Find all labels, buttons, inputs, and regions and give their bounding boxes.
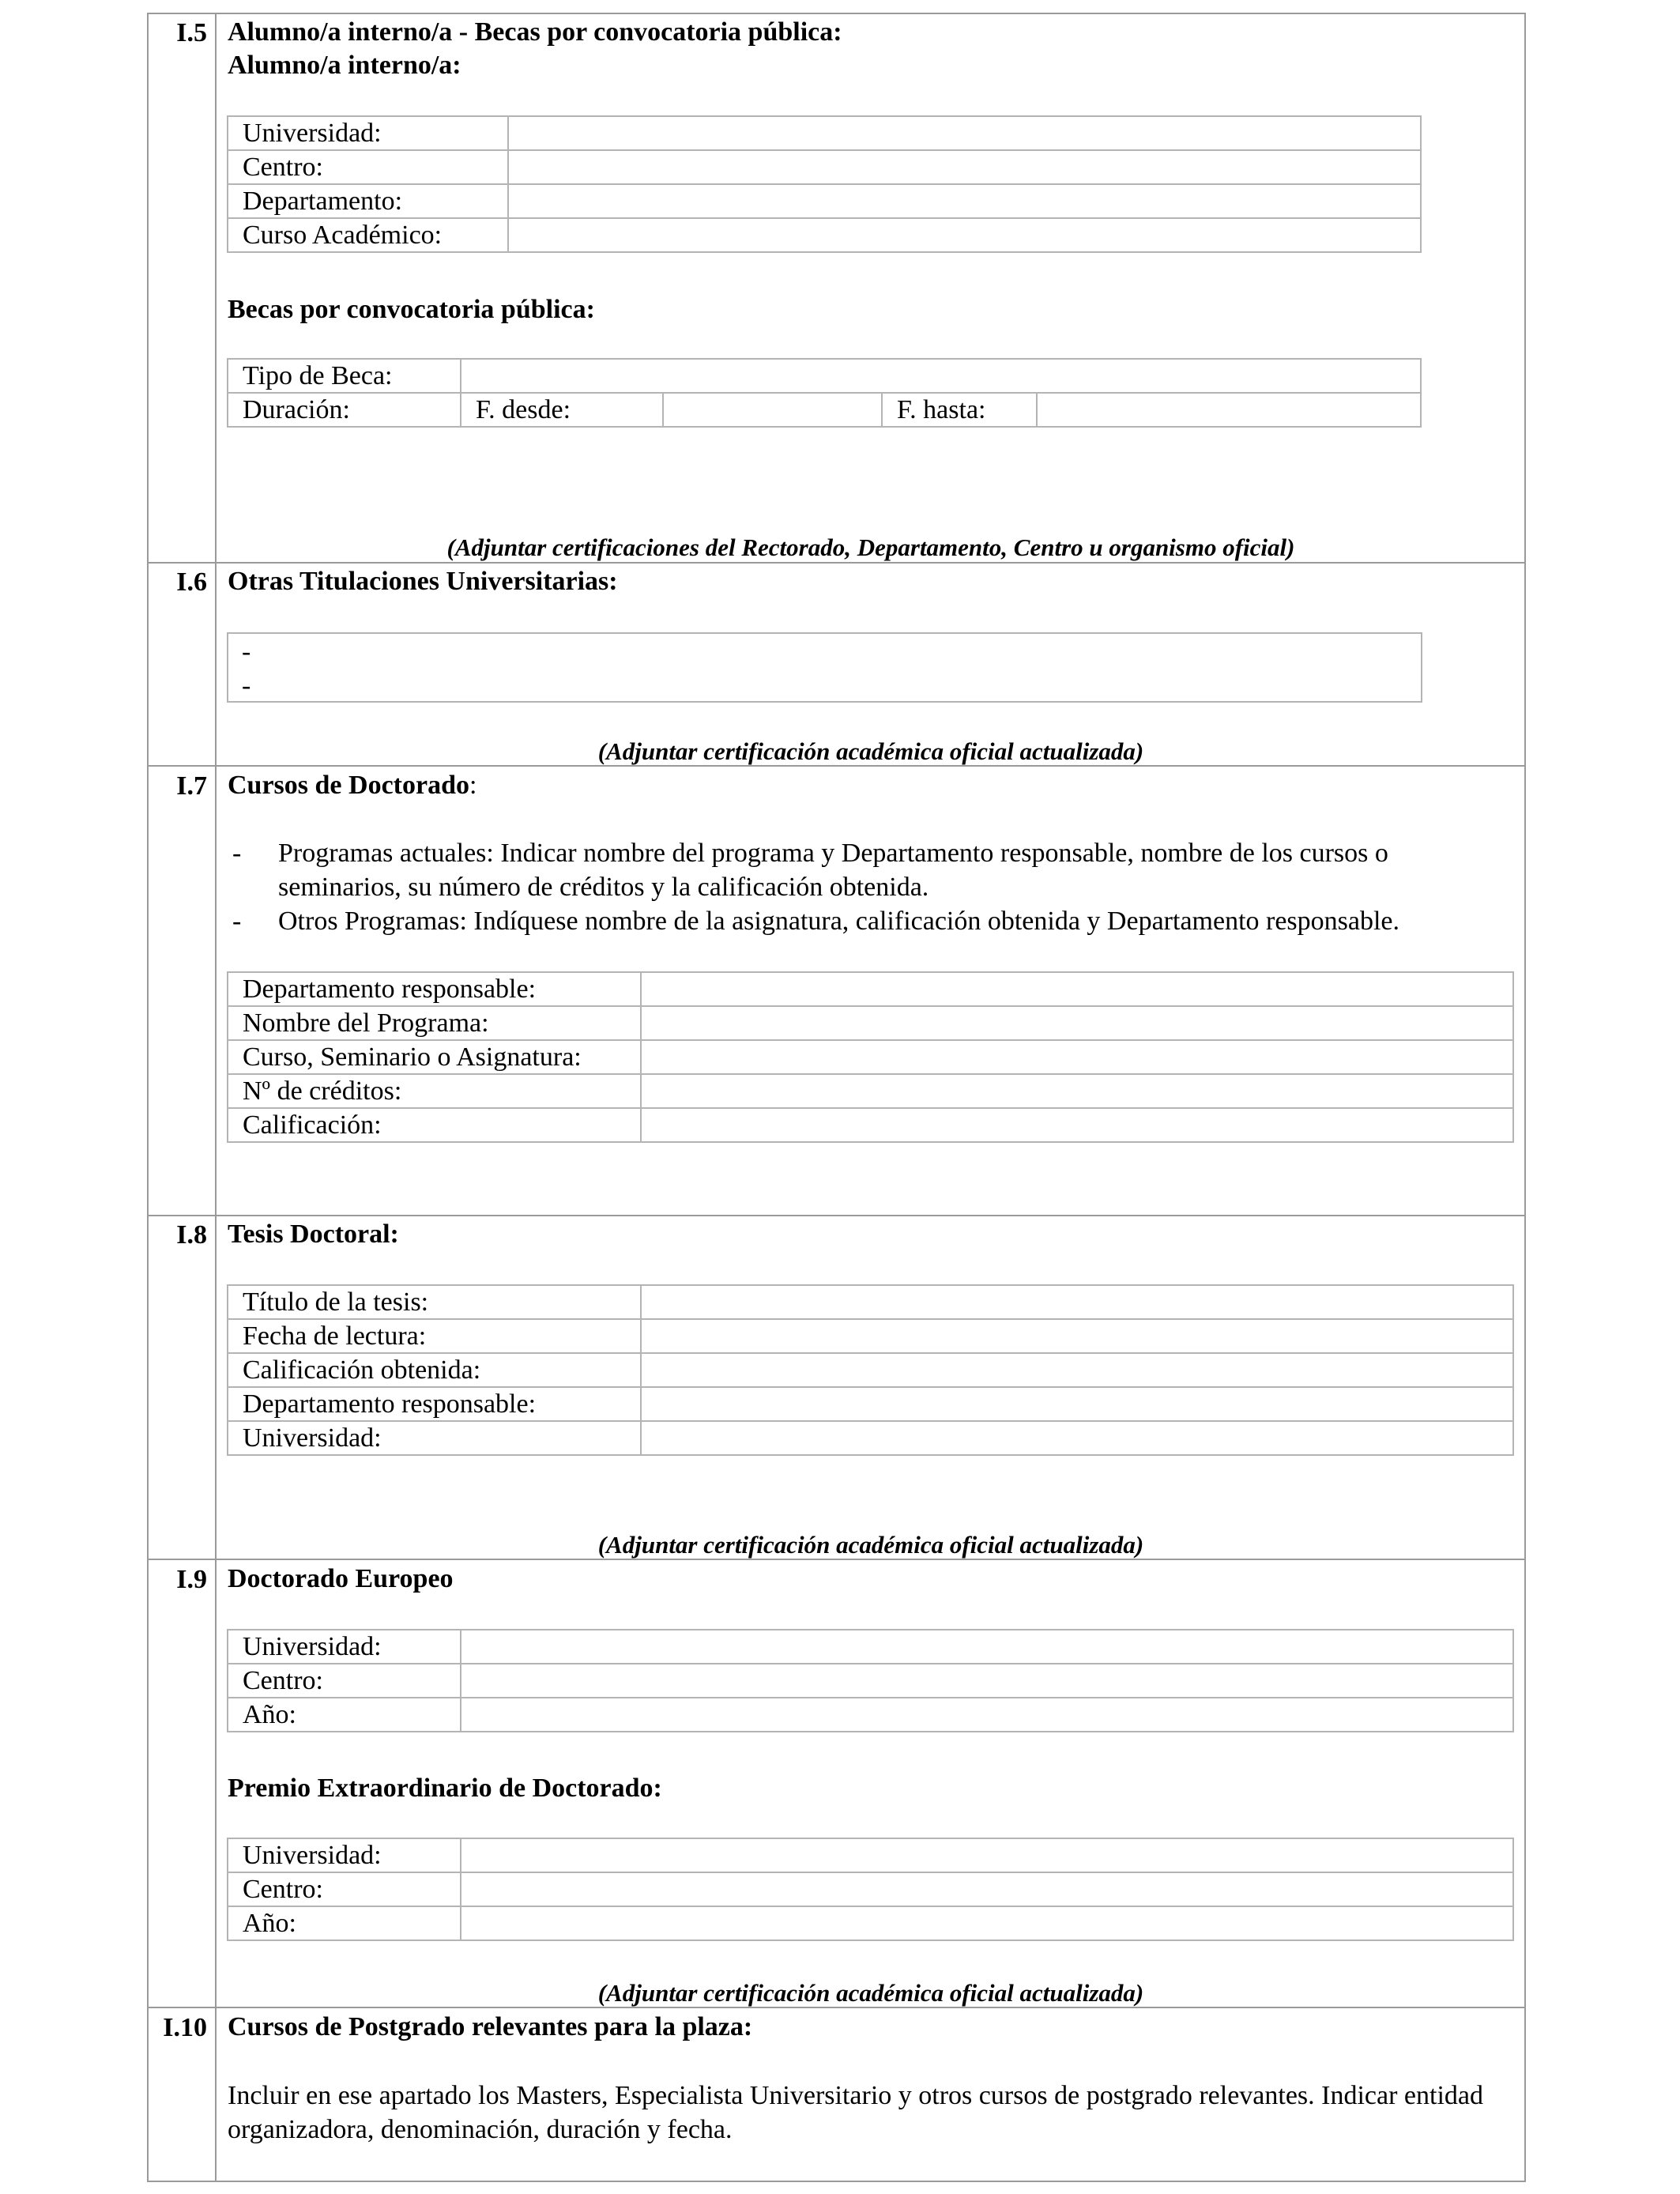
section-title-suffix: :	[469, 771, 477, 800]
field-value-cell[interactable]	[508, 116, 1421, 150]
field-label: Título de la tesis:	[228, 1285, 641, 1319]
tipo-beca-value-cell[interactable]	[461, 359, 1421, 393]
section-number: I.10	[163, 2013, 207, 2042]
field-value-cell[interactable]	[641, 972, 1513, 1006]
field-value-cell[interactable]	[641, 1040, 1513, 1074]
field-value-cell[interactable]	[641, 1074, 1513, 1108]
dash-bullet: -	[232, 839, 242, 868]
field-value-cell[interactable]	[641, 1006, 1513, 1040]
dash-bullet: -	[232, 907, 242, 936]
table-row	[228, 1387, 1513, 1421]
section-number: I.9	[176, 1565, 207, 1594]
section-title: Tesis Doctoral:	[228, 1220, 399, 1249]
field-value-cell[interactable]	[641, 1353, 1513, 1387]
table-row	[228, 1040, 1513, 1074]
table-row	[228, 1872, 1513, 1906]
field-label: Año:	[228, 1906, 461, 1940]
field-value-cell[interactable]	[641, 1387, 1513, 1421]
field-label: Tipo de Beca:	[228, 359, 461, 393]
becas-tipo-table	[227, 358, 1422, 394]
field-label: Nº de créditos:	[228, 1074, 641, 1108]
section-title: Alumno/a interno/a - Becas por convocatoria pública:	[228, 17, 842, 47]
field-label: Fecha de lectura:	[228, 1319, 641, 1353]
list-item-text: Otros Programas: Indíquese nombre de la asignatura, calificación obtenida y Departamento responsable.	[278, 907, 1400, 936]
field-label: Universidad:	[228, 1630, 461, 1664]
table-row	[228, 1074, 1513, 1108]
table-row	[228, 1630, 1513, 1664]
field-label: Curso, Seminario o Asignatura:	[228, 1040, 641, 1074]
titulaciones-box	[227, 632, 1422, 703]
doctorado-instructions	[228, 836, 1516, 938]
section-number: I.6	[176, 567, 207, 597]
field-label: Año:	[228, 1698, 461, 1732]
list-item	[228, 904, 1516, 938]
field-label: F. hasta:	[882, 393, 1037, 427]
table-row	[228, 1664, 1513, 1698]
section-number: I.5	[176, 18, 207, 47]
field-label: Centro:	[228, 150, 508, 184]
doctorado-europeo-table	[227, 1629, 1514, 1732]
cursos-doctorado-table	[227, 971, 1514, 1143]
tesis-doctoral-table	[227, 1284, 1514, 1456]
table-row	[228, 1285, 1513, 1319]
becas-title: Becas por convocatoria pública:	[228, 295, 595, 324]
field-value-cell[interactable]	[508, 150, 1421, 184]
field-value-cell[interactable]	[641, 1319, 1513, 1353]
table-row	[228, 1319, 1513, 1353]
fecha-desde-value-cell[interactable]	[663, 393, 882, 427]
field-label: Departamento:	[228, 184, 508, 218]
section-title: Cursos de Postgrado relevantes para la plaza:	[228, 2012, 753, 2041]
field-value-cell[interactable]	[461, 1838, 1513, 1872]
field-label: Universidad:	[228, 116, 508, 150]
alumno-interno-table	[227, 115, 1422, 253]
becas-duracion-table	[227, 392, 1422, 428]
fecha-hasta-value-cell[interactable]	[1037, 393, 1421, 427]
attachment-note: (Adjuntar certificación académica oficial actualizada)	[597, 737, 1144, 765]
table-row	[228, 1838, 1513, 1872]
section-title: Doctorado Europeo	[228, 1564, 454, 1593]
table-row	[228, 218, 1421, 252]
table-row	[228, 972, 1513, 1006]
table-row	[228, 1698, 1513, 1732]
field-value-cell[interactable]	[508, 218, 1421, 252]
postgrado-description: Incluir en ese apartado los Masters, Especialista Universitario y otros cursos de postgrado relevantes. Indicar entidad organizadora, denominación, duración y fecha.	[228, 2081, 1483, 2144]
table-row	[228, 393, 1421, 427]
section-number: I.7	[176, 771, 207, 801]
premio-title: Premio Extraordinario de Doctorado:	[228, 1774, 662, 1803]
section-title-text: Cursos de Doctorado	[228, 771, 469, 800]
list-item: -	[242, 671, 251, 700]
field-label: F. desde:	[461, 393, 663, 427]
field-value-cell[interactable]	[461, 1664, 1513, 1698]
subsection-title: Alumno/a interno/a:	[228, 51, 461, 80]
attachment-note: (Adjuntar certificaciones del Rectorado, Departamento, Centro u organismo oficial)	[446, 533, 1295, 561]
field-label: Universidad:	[228, 1421, 641, 1455]
field-value-cell[interactable]	[508, 184, 1421, 218]
field-value-cell[interactable]	[641, 1108, 1513, 1142]
section-title: Otras Titulaciones Universitarias:	[228, 567, 618, 596]
field-value-cell[interactable]	[461, 1872, 1513, 1906]
premio-extraordinario-table	[227, 1838, 1514, 1941]
section-title	[228, 769, 477, 802]
table-row	[228, 184, 1421, 218]
table-row	[228, 1906, 1513, 1940]
attachment-note: (Adjuntar certificación académica oficial actualizada)	[597, 1979, 1144, 2007]
table-row	[228, 1421, 1513, 1455]
field-label: Centro:	[228, 1872, 461, 1906]
table-row	[228, 1108, 1513, 1142]
field-label: Departamento responsable:	[228, 1387, 641, 1421]
field-value-cell[interactable]	[461, 1630, 1513, 1664]
list-item-text: Programas actuales: Indicar nombre del programa y Departamento responsable, nombre de los cursos o seminarios, su número de créditos y la calificación obtenida.	[278, 839, 1388, 902]
number-column-divider	[215, 13, 217, 2182]
list-item	[228, 836, 1516, 904]
table-row	[228, 150, 1421, 184]
table-row	[228, 1006, 1513, 1040]
field-label: Calificación obtenida:	[228, 1353, 641, 1387]
field-value-cell[interactable]	[641, 1285, 1513, 1319]
instructions-list	[228, 836, 1516, 938]
section-divider	[147, 1215, 1526, 1216]
field-label: Universidad:	[228, 1838, 461, 1872]
table-row	[228, 359, 1421, 393]
attachment-note: (Adjuntar certificación académica oficial actualizada)	[597, 1531, 1144, 1559]
field-label: Nombre del Programa:	[228, 1006, 641, 1040]
table-row	[228, 116, 1421, 150]
table-row	[228, 1353, 1513, 1387]
section-divider	[147, 562, 1526, 564]
field-value-cell[interactable]	[641, 1421, 1513, 1455]
field-label: Centro:	[228, 1664, 461, 1698]
list-item: -	[242, 637, 251, 666]
field-label: Departamento responsable:	[228, 972, 641, 1006]
section-number: I.8	[176, 1220, 207, 1250]
field-label: Duración:	[228, 393, 461, 427]
field-label: Curso Académico:	[228, 218, 508, 252]
field-label: Calificación:	[228, 1108, 641, 1142]
field-value-cell[interactable]	[461, 1698, 1513, 1732]
field-value-cell[interactable]	[461, 1906, 1513, 1940]
